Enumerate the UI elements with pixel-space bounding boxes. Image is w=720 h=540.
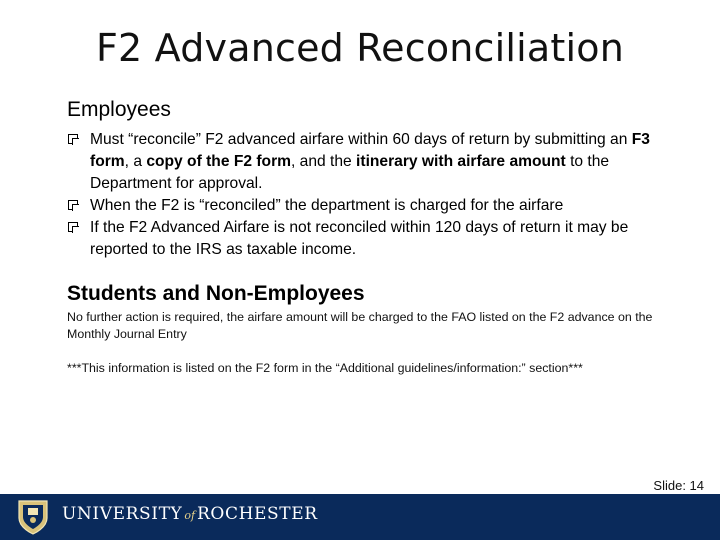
university-seal-icon (16, 498, 50, 536)
footer-bar (0, 494, 720, 540)
bullet-item: Must “reconcile” F2 advanced airfare within 60 days of return by submitting an F3 form, a copy of the F2 form, and the itinerary with airfare amount to the Department for approval. (66, 129, 651, 195)
checkbox-bullet-icon (68, 222, 78, 232)
checkbox-bullet-icon (68, 200, 78, 210)
students-heading: Students and Non-Employees (67, 282, 365, 305)
checkbox-bullet-icon (68, 134, 78, 144)
employees-bullet-list (66, 129, 651, 261)
university-wordmark: UNIVERSITY of ROCHESTER (62, 504, 318, 524)
students-paragraph: No further action is required, the airfare amount will be charged to the FAO listed on the F2 advance on the Monthly Journal Entry (67, 310, 653, 341)
employees-heading: Employees (67, 98, 171, 121)
bullet-item: When the F2 is “reconciled” the department is charged for the airfare (66, 195, 651, 217)
slide-number: Slide: 14 (653, 478, 704, 493)
students-note: ***This information is listed on the F2 form in the “Additional guidelines/information:” section*** (67, 361, 583, 375)
bullet-item: If the F2 Advanced Airfare is not reconciled within 120 days of return it may be reported to the IRS as taxable income. (66, 217, 651, 261)
slide-title: F2 Advanced Reconciliation (95, 26, 625, 70)
